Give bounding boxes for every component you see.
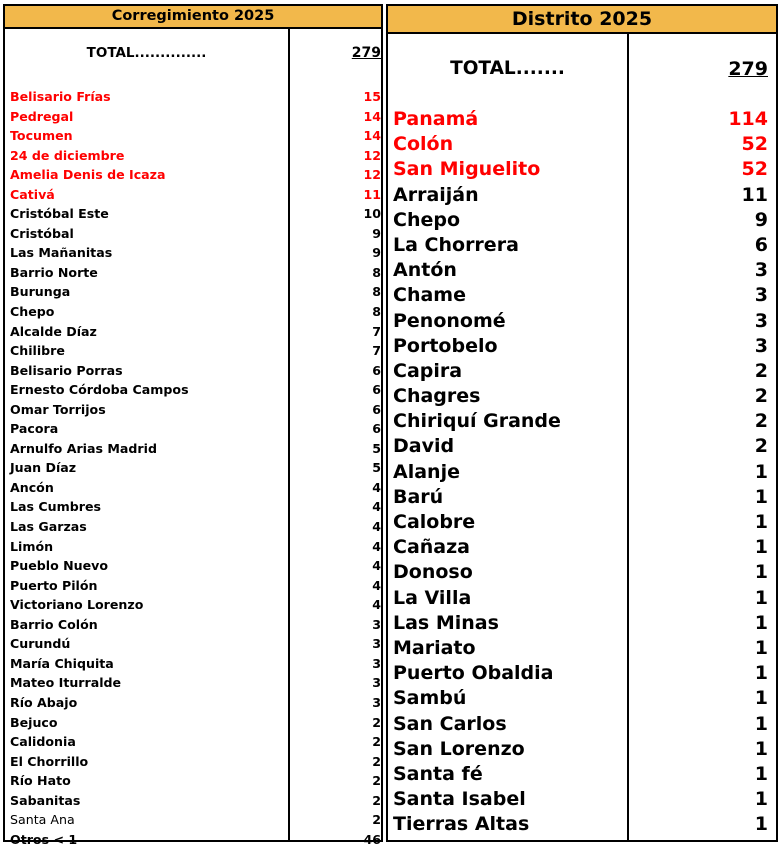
row-name: Puerto Obaldia [393, 662, 554, 685]
row-name: Santa fé [393, 762, 483, 785]
row-value: 46 [363, 831, 381, 847]
row-name: Calidonia [10, 734, 76, 750]
table-row [388, 283, 776, 308]
row-value: 4 [372, 597, 381, 613]
row-name: Santa Ana [10, 812, 75, 828]
row-name: Pueblo Nuevo [10, 558, 109, 574]
row-name: Ancón [10, 479, 54, 495]
row-value: 3 [372, 655, 381, 671]
table-row [5, 146, 381, 166]
row-value: 12 [363, 167, 381, 183]
row-value: 9 [372, 245, 381, 261]
row-name: Antón [393, 259, 457, 282]
row-name: Las Minas [393, 611, 499, 634]
distrito-rows [388, 107, 776, 837]
table-row [388, 611, 776, 636]
row-value: 1 [754, 712, 768, 735]
table-row [5, 126, 381, 146]
row-name: Juan Díaz [10, 460, 77, 476]
row-value: 3 [754, 284, 768, 307]
table-row [5, 556, 381, 576]
row-value: 1 [754, 611, 768, 634]
row-value: 7 [372, 343, 381, 359]
table-row [5, 810, 381, 830]
table-row [5, 87, 381, 107]
corregimiento-table [3, 4, 383, 847]
table-row [5, 204, 381, 224]
row-value: 1 [754, 813, 768, 836]
table-row [388, 661, 776, 686]
row-value: 12 [363, 147, 381, 163]
row-name: Otros < 1 [10, 831, 78, 847]
row-value: 9 [372, 225, 381, 241]
row-value: 6 [372, 382, 381, 398]
table-row [388, 812, 776, 837]
distrito-table [386, 4, 778, 842]
table-row [5, 654, 381, 674]
row-value: 15 [363, 89, 381, 104]
table-row [388, 510, 776, 535]
table-row [388, 157, 776, 182]
table-row [5, 634, 381, 654]
table-row [5, 185, 381, 205]
row-name: Curundú [10, 636, 71, 652]
row-value: 1 [754, 536, 768, 559]
row-name: Chame [393, 284, 466, 307]
row-value: 2 [372, 812, 381, 828]
table-row [388, 183, 776, 208]
table-row [5, 713, 381, 733]
row-name: Sabanitas [10, 792, 81, 808]
row-value: 3 [754, 309, 768, 332]
row-value: 1 [754, 762, 768, 785]
row-value: 2 [372, 792, 381, 808]
row-value: 10 [363, 206, 381, 222]
table-row [5, 478, 381, 498]
row-value: 2 [754, 410, 768, 433]
table-row [5, 107, 381, 127]
row-name: Bejuco [10, 714, 58, 730]
table-row [5, 673, 381, 693]
table-row [388, 233, 776, 258]
row-value: 3 [372, 616, 381, 632]
table-row [5, 322, 381, 342]
table-row [5, 517, 381, 537]
row-value: 3 [372, 694, 381, 710]
table-row [388, 560, 776, 585]
row-value: 14 [363, 108, 381, 124]
row-name: Alcalde Díaz [10, 323, 97, 339]
row-value: 4 [372, 499, 381, 515]
table-row [388, 762, 776, 787]
table-row [5, 243, 381, 263]
row-value: 1 [754, 737, 768, 760]
table-row [5, 302, 381, 322]
table-row [388, 208, 776, 233]
table-row [388, 712, 776, 737]
row-value: 1 [754, 511, 768, 533]
row-name: San Carlos [393, 712, 507, 735]
total-value: 279 [351, 45, 381, 61]
table-row [5, 341, 381, 361]
row-name: La Villa [393, 586, 472, 609]
table-row [5, 361, 381, 381]
row-name: Tocumen [10, 128, 73, 144]
row-name: Chiriquí Grande [393, 410, 561, 433]
row-name: El Chorrillo [10, 753, 89, 769]
table-row [388, 132, 776, 157]
total-label: TOTAL....... [450, 58, 565, 79]
row-value: 8 [372, 284, 381, 300]
row-value: 6 [372, 362, 381, 378]
table-row [5, 791, 381, 811]
table-row [5, 458, 381, 478]
row-value: 3 [754, 259, 768, 282]
row-value: 5 [372, 440, 381, 456]
row-value: 4 [372, 479, 381, 495]
total-value: 279 [728, 58, 768, 80]
row-value: 1 [754, 662, 768, 685]
row-value: 4 [372, 558, 381, 574]
table-row [5, 263, 381, 283]
row-name: Omar Torrijos [10, 401, 106, 417]
table-row [388, 258, 776, 283]
row-value: 1 [754, 788, 768, 811]
row-name: Panamá [393, 108, 479, 130]
row-value: 1 [754, 687, 768, 710]
table-row [388, 535, 776, 560]
table-row [5, 439, 381, 459]
row-name: 24 de diciembre [10, 147, 125, 163]
row-value: 2 [754, 435, 768, 458]
row-value: 1 [754, 636, 768, 659]
row-name: Las Mañanitas [10, 245, 113, 261]
row-value: 8 [372, 264, 381, 280]
row-name: Belisario Frías [10, 89, 111, 104]
row-name: Pacora [10, 421, 59, 437]
table-row [388, 485, 776, 510]
row-name: Colón [393, 133, 454, 156]
table-row [5, 380, 381, 400]
row-name: Mateo Iturralde [10, 675, 122, 691]
row-name: Cristóbal [10, 225, 74, 241]
row-value: 6 [372, 401, 381, 417]
table-row [388, 309, 776, 334]
table-row [388, 334, 776, 359]
table-row [5, 615, 381, 635]
row-name: Barú [393, 485, 444, 508]
table-row [5, 830, 381, 849]
row-value: 1 [754, 460, 768, 483]
table-row [5, 419, 381, 439]
row-name: Río Hato [10, 773, 71, 789]
row-name: Ernesto Córdoba Campos [10, 382, 189, 398]
table-row [5, 576, 381, 596]
row-name: Barrio Norte [10, 264, 98, 280]
row-name: Arnulfo Arias Madrid [10, 440, 157, 456]
table-row [5, 732, 381, 752]
row-value: 114 [728, 108, 768, 130]
table-row [5, 165, 381, 185]
row-name: Portobelo [393, 334, 498, 357]
row-name: Sambú [393, 687, 467, 710]
row-name: Chepo [393, 208, 461, 231]
row-name: Santa Isabel [393, 788, 526, 811]
row-value: 1 [754, 561, 768, 584]
distrito-title: Distrito 2025 [388, 6, 776, 34]
row-value: 3 [372, 636, 381, 652]
row-value: 3 [372, 675, 381, 691]
row-name: La Chorrera [393, 233, 519, 256]
table-row [5, 595, 381, 615]
table-row [5, 771, 381, 791]
table-row [388, 409, 776, 434]
row-name: Pedregal [10, 108, 74, 124]
table-row [5, 400, 381, 420]
row-value: 2 [372, 753, 381, 769]
row-value: 9 [754, 208, 768, 231]
row-name: San Lorenzo [393, 737, 525, 760]
row-name: David [393, 435, 455, 458]
row-name: Capira [393, 359, 463, 382]
row-name: Puerto Pilón [10, 577, 98, 593]
row-value: 52 [741, 158, 768, 181]
row-name: Barrio Colón [10, 616, 98, 632]
table-row [5, 693, 381, 713]
row-value: 2 [754, 359, 768, 382]
row-value: 2 [372, 714, 381, 730]
row-name: Donoso [393, 561, 473, 584]
row-name: Tierras Altas [393, 813, 530, 836]
table-row [5, 282, 381, 302]
row-name: Belisario Porras [10, 362, 123, 378]
row-value: 2 [754, 385, 768, 408]
row-value: 11 [741, 183, 768, 206]
corregimiento-total-row [5, 27, 381, 67]
row-value: 4 [372, 538, 381, 554]
table-row [388, 434, 776, 459]
table-row [388, 686, 776, 711]
row-value: 6 [754, 233, 768, 256]
table-row [388, 737, 776, 762]
row-name: Chagres [393, 385, 481, 408]
row-value: 6 [372, 421, 381, 437]
corregimiento-rows [5, 87, 381, 849]
table-row [5, 224, 381, 244]
table-row [388, 636, 776, 661]
row-value: 2 [372, 734, 381, 750]
row-name: Las Garzas [10, 519, 87, 535]
row-name: Río Abajo [10, 694, 78, 710]
row-name: Amelia Denis de Icaza [10, 167, 166, 183]
corregimiento-title: Corregimiento 2025 [5, 6, 381, 29]
row-value: 5 [372, 460, 381, 476]
row-value: 1 [754, 586, 768, 609]
distrito-total-row [388, 32, 776, 102]
row-value: 1 [754, 485, 768, 508]
table-row [388, 107, 776, 132]
row-name: Limón [10, 538, 54, 554]
row-name: Arraiján [393, 183, 479, 206]
row-value: 2 [372, 773, 381, 789]
table-row [388, 384, 776, 409]
row-name: Cativá [10, 186, 55, 202]
table-row [5, 497, 381, 517]
row-name: Calobre [393, 511, 476, 533]
row-name: Mariato [393, 636, 476, 659]
table-row [388, 359, 776, 384]
row-name: Penonomé [393, 309, 506, 332]
row-value: 11 [363, 186, 381, 202]
row-value: 14 [363, 128, 381, 144]
row-name: San Miguelito [393, 158, 541, 181]
row-value: 4 [372, 519, 381, 535]
row-name: Chepo [10, 304, 55, 320]
table-row [5, 752, 381, 772]
row-name: Chilibre [10, 343, 65, 359]
row-value: 8 [372, 304, 381, 320]
table-row [5, 537, 381, 557]
row-name: Victoriano Lorenzo [10, 597, 144, 613]
row-value: 7 [372, 323, 381, 339]
table-row [388, 460, 776, 485]
row-value: 3 [754, 334, 768, 357]
total-label: TOTAL.............. [86, 45, 207, 61]
row-name: María Chiquita [10, 655, 114, 671]
table-row [388, 787, 776, 812]
row-name: Las Cumbres [10, 499, 101, 515]
row-value: 52 [741, 133, 768, 156]
row-value: 4 [372, 577, 381, 593]
table-row [388, 586, 776, 611]
row-name: Cristóbal Este [10, 206, 109, 222]
row-name: Alanje [393, 460, 460, 483]
row-name: Cañaza [393, 536, 470, 559]
row-name: Burunga [10, 284, 71, 300]
